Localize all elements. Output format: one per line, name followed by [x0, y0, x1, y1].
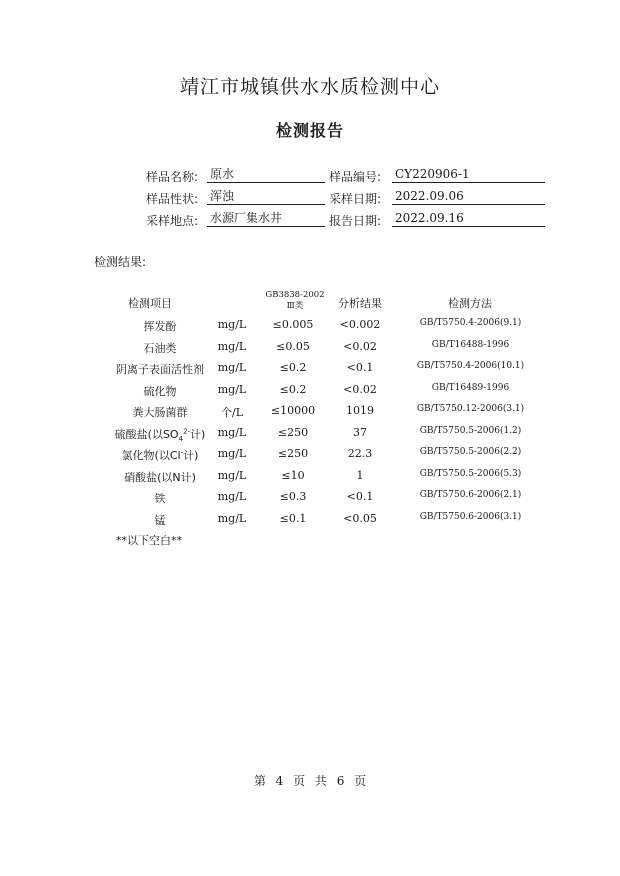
item-name-subscript: 4	[178, 434, 184, 443]
item-name-suffix: 计)	[190, 427, 206, 441]
sample-nature-label: 样品性状:	[146, 192, 199, 206]
sampling-location-value: 水源厂集水井	[207, 210, 325, 227]
sample-name-label: 样品名称:	[146, 170, 199, 184]
row-result: 1019	[346, 404, 374, 417]
item-name-suffix: 计)	[183, 449, 199, 462]
row-result: 22.3	[347, 447, 373, 460]
item-name-superscript: 2-	[183, 426, 191, 435]
row-standard-limit: ≤10	[281, 468, 305, 482]
row-standard-limit: ≤0.3	[279, 490, 307, 503]
row-unit: mg/L	[217, 511, 247, 525]
row-unit: mg/L	[217, 468, 247, 482]
row-unit: mg/L	[217, 318, 247, 331]
row-method: GB/T5750.4-2006(9.1)	[419, 318, 522, 328]
header-result: 分析结果	[338, 297, 382, 310]
row-item-name: 硫化物	[143, 384, 177, 398]
sampling-date-value: 2022.09.06	[392, 188, 545, 205]
row-unit: mg/L	[217, 339, 247, 353]
end-note: **以下空白**	[116, 534, 182, 547]
header-item: 检测项目	[128, 297, 172, 310]
row-method: GB/T5750.4-2006(10.1)	[416, 361, 525, 371]
row-unit: mg/L	[217, 382, 247, 396]
sample-number-label: 样品编号:	[329, 170, 382, 184]
row-unit: mg/L	[217, 425, 247, 439]
row-method: GB/T16489-1996	[431, 382, 510, 393]
row-item-name	[100, 426, 220, 443]
row-result: <0.05	[343, 511, 377, 525]
row-standard-limit: ≤0.2	[279, 361, 307, 374]
sample-name-value: 原水	[207, 166, 325, 183]
row-method: GB/T5750.6-2006(2.1)	[419, 490, 522, 500]
row-standard-limit: ≤250	[277, 447, 309, 460]
row-item-name: 阴离子表面活性剂	[116, 363, 204, 376]
row-item-name: 挥发酚	[143, 320, 177, 333]
row-result: <0.1	[346, 490, 374, 503]
row-item-name: 硝酸盐(以N计)	[124, 470, 196, 484]
row-item-name: 石油类	[143, 341, 177, 355]
row-method: GB/T16488-1996	[431, 339, 510, 350]
row-result: 1	[356, 468, 364, 482]
row-method: GB/T5750.5-2006(2.2)	[419, 447, 522, 457]
row-standard-limit: ≤0.2	[279, 382, 307, 396]
report-date-value: 2022.09.16	[392, 210, 545, 227]
report-organization-title: 靖江市城镇供水水质检测中心	[179, 76, 440, 98]
row-standard-limit: ≤0.1	[279, 511, 307, 525]
row-item-name: 铁	[154, 492, 166, 505]
item-name-prefix: 氯化物(以Cl	[121, 449, 181, 462]
sampling-location-label: 采样地点:	[146, 214, 199, 228]
sample-nature-value: 浑浊	[207, 188, 325, 205]
row-method: GB/T5750.5-2006(1.2)	[419, 425, 522, 436]
row-result: <0.1	[346, 361, 374, 374]
row-result: <0.02	[343, 382, 377, 396]
row-method: GB/T5750.6-2006(3.1)	[419, 511, 522, 522]
header-method: 检测方法	[448, 297, 492, 310]
results-label: 检测结果:	[94, 255, 147, 269]
row-result: 37	[353, 425, 367, 439]
row-unit: mg/L	[217, 361, 247, 374]
item-name-prefix: 硫酸盐(以SO	[114, 427, 179, 441]
header-standard-line1: GB3838-2002	[265, 290, 325, 300]
page-footer: 第 4 页 共 6 页	[253, 774, 367, 788]
row-item-name: 锰	[154, 513, 166, 527]
row-unit: mg/L	[217, 447, 247, 460]
row-standard-limit: ≤250	[277, 425, 309, 439]
row-result: <0.02	[343, 339, 377, 353]
sampling-date-label: 采样日期:	[329, 192, 382, 206]
row-method: GB/T5750.5-2006(5.3)	[419, 468, 522, 479]
row-standard-limit: ≤0.05	[276, 339, 310, 353]
row-unit: 个/L	[220, 406, 243, 419]
row-item-name	[100, 447, 220, 463]
row-standard-limit: ≤10000	[270, 404, 316, 417]
report-subtitle: 检测报告	[275, 121, 344, 140]
row-method: GB/T5750.12-2006(3.1)	[416, 404, 525, 414]
report-date-label: 报告日期:	[329, 214, 382, 228]
item-name-superscript: -	[180, 448, 184, 457]
sample-number-value: CY220906-1	[392, 166, 545, 183]
row-item-name: 粪大肠菌群	[132, 406, 188, 419]
row-result: <0.002	[339, 318, 381, 331]
row-unit: mg/L	[217, 490, 247, 503]
header-standard-line2: Ⅲ类	[286, 301, 304, 311]
row-standard-limit: ≤0.005	[272, 318, 314, 331]
